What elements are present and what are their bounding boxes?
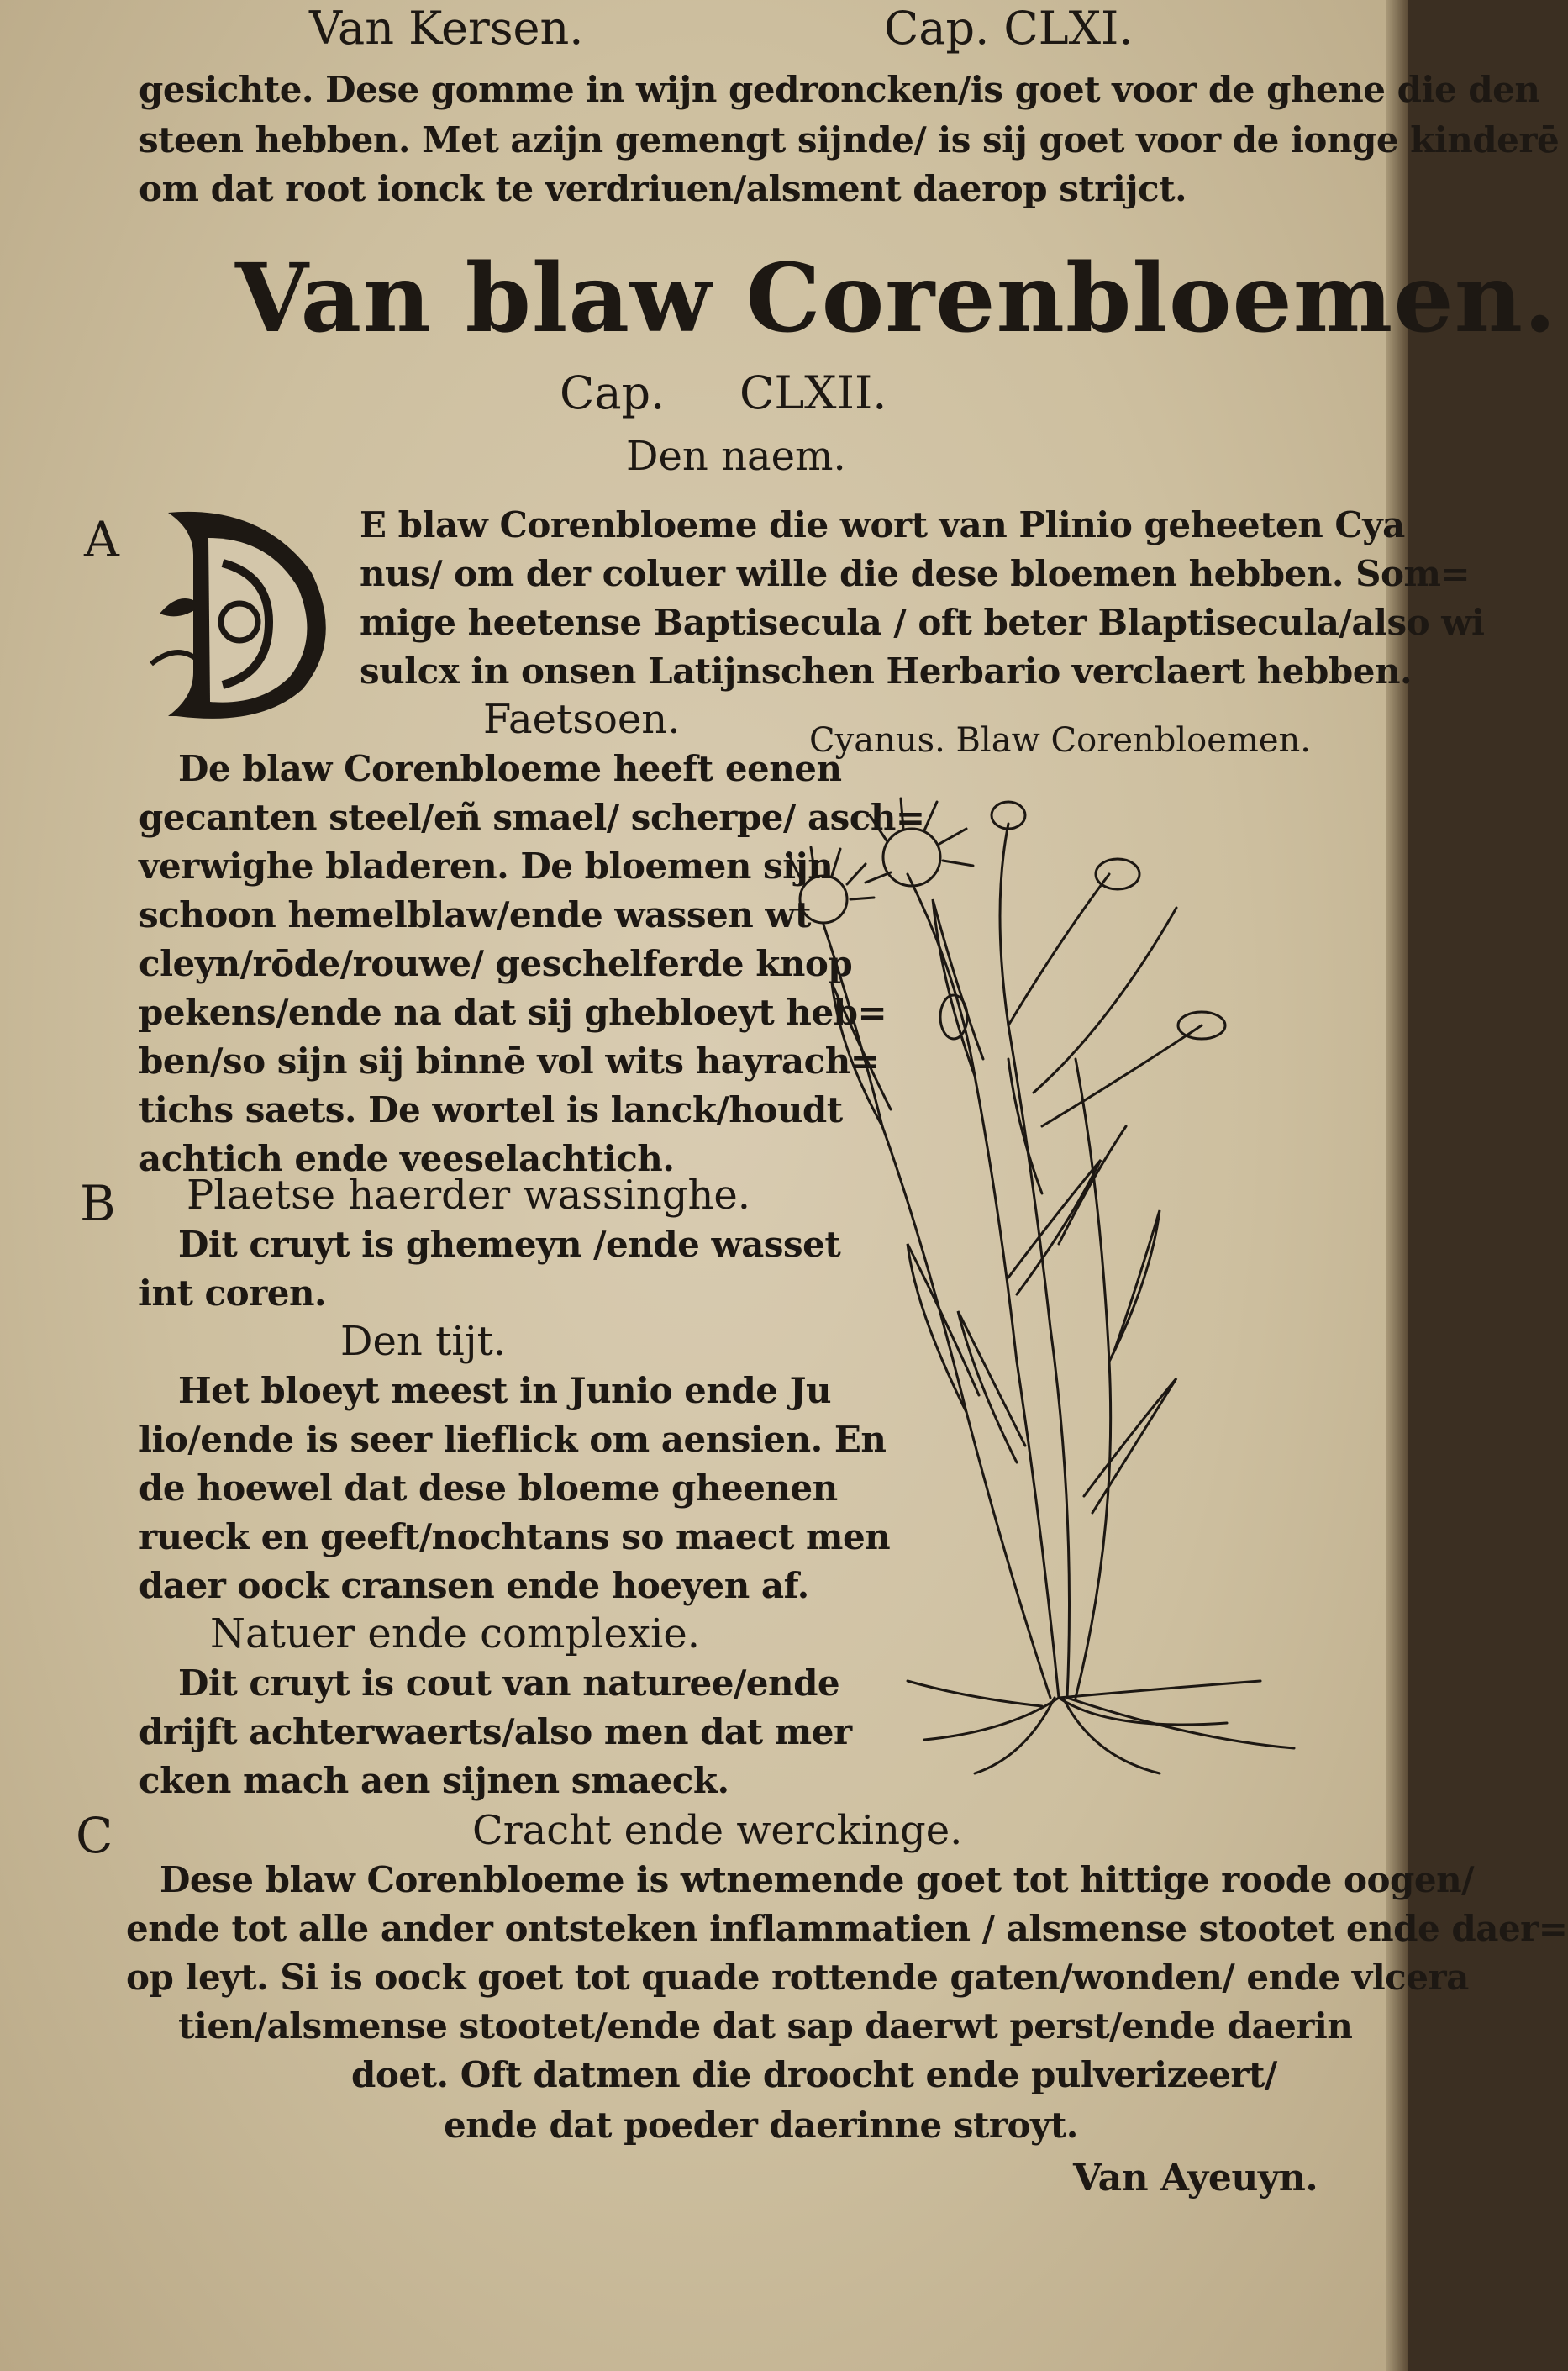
chapter-number-prev: Cap. CLXI. [884,2,1134,55]
text-line: drijft achterwaerts/also men dat mer [139,1711,852,1752]
text-line: verwighe bladeren. De bloemen sijn [139,846,834,887]
text-line: de hoewel dat dese bloeme gheenen [139,1467,838,1509]
text-line: cken mach aen sijnen smaeck. [139,1760,729,1801]
text-line: cleyn/rōde/rouwe/ geschelferde knop [139,943,853,984]
text-line: Dit cruyt is ghemeyn /ende wasset [178,1224,841,1265]
text-line: schoon hemelblaw/ende wassen wt [139,894,811,935]
text-line: lio/ende is seer lieflick om aensien. En [139,1419,887,1460]
text-line: om dat root ionck te verdriuen/alsment daerop strijct. [139,168,1187,209]
running-head: Van Kersen. [309,2,584,55]
text-line: daer oock cransen ende hoeyen af. [139,1565,809,1606]
text-line: ben/so sijn sij binnē vol wits hayrach= [139,1041,880,1082]
text-line: gesichte. Dese gomme in wijn gedroncken/is goet voor de ghene die den [139,69,1540,110]
section-heading: Den tijt. [340,1318,507,1365]
text-line: nus/ om der coluer wille die dese bloemen hebben. Som= [360,553,1471,594]
section-heading: Natuer ende complexie. [210,1610,701,1657]
text-line: rueck en geeft/nochtans so maect men [139,1516,891,1557]
text-line: Het bloeyt meest in Junio ende Ju [178,1370,831,1411]
margin-letter-b: B [80,1175,116,1232]
text-line: Dese blaw Corenbloeme is wtnemende goet tot hittige roode oogen/ [160,1859,1474,1900]
margin-letter-a: A [84,511,119,568]
chapter-cap-label: Cap. [560,366,666,419]
text-line: doet. Oft datmen die droocht ende pulverizeert/ [351,2054,1277,2095]
text-line: tichs saets. De wortel is lanck/houdt [139,1089,843,1130]
section-heading: Faetsoen. [483,696,681,743]
text-line: gecanten steel/eñ smael/ scherpe/ asch= [139,797,925,838]
text-line: achtich ende veeselachtich. [139,1138,675,1179]
text-line: ende dat poeder daerinne stroyt. [444,2105,1078,2146]
text-line: ende tot alle ander ontsteken inflammatien / alsmense stootet ende daer= [126,1908,1568,1949]
text-line: steen hebben. Met azijn gemengt sijnde/ is sij goet voor de ionge kinderē [139,119,1560,161]
margin-letter-c: C [76,1807,113,1864]
text-line: Dit cruyt is cout van naturee/ende [178,1662,840,1704]
catchword: Van Ayeuyn. [1073,2157,1318,2200]
text-line: pekens/ende na dat sij ghebloeyt heb= [139,992,887,1033]
chapter-cap-number: CLXII. [739,366,887,419]
section-heading: Cracht ende werckinge. [472,1807,963,1854]
chapter-title: Van blaw Corenbloemen. [235,244,1557,354]
text-line: tien/alsmense stootet/ende dat sap daerwt perst/ende daerin [178,2005,1353,2047]
text-line: int coren. [139,1272,327,1314]
section-heading: Den naem. [626,433,846,480]
text-line: mige heetense Baptisecula / oft beter Blaptisecula/also wi [360,602,1485,643]
text-line: sulcx in onsen Latijnschen Herbario verclaert hebben. [360,651,1413,692]
decorated-initial [143,496,345,731]
page-edge [1386,0,1408,2371]
text-line: De blaw Corenbloeme heeft eenen [178,748,842,789]
cornflower-woodcut [756,773,1328,1782]
text-line: E blaw Corenbloeme die wort van Plinio geheeten Cya [360,504,1405,545]
text-line: op leyt. Si is oock goet tot quade rottende gaten/wonden/ ende vlcera [126,1957,1469,1998]
section-heading: Plaetse haerder wassinghe. [187,1172,751,1219]
figure-caption: Cyanus. Blaw Corenbloemen. [809,721,1311,760]
